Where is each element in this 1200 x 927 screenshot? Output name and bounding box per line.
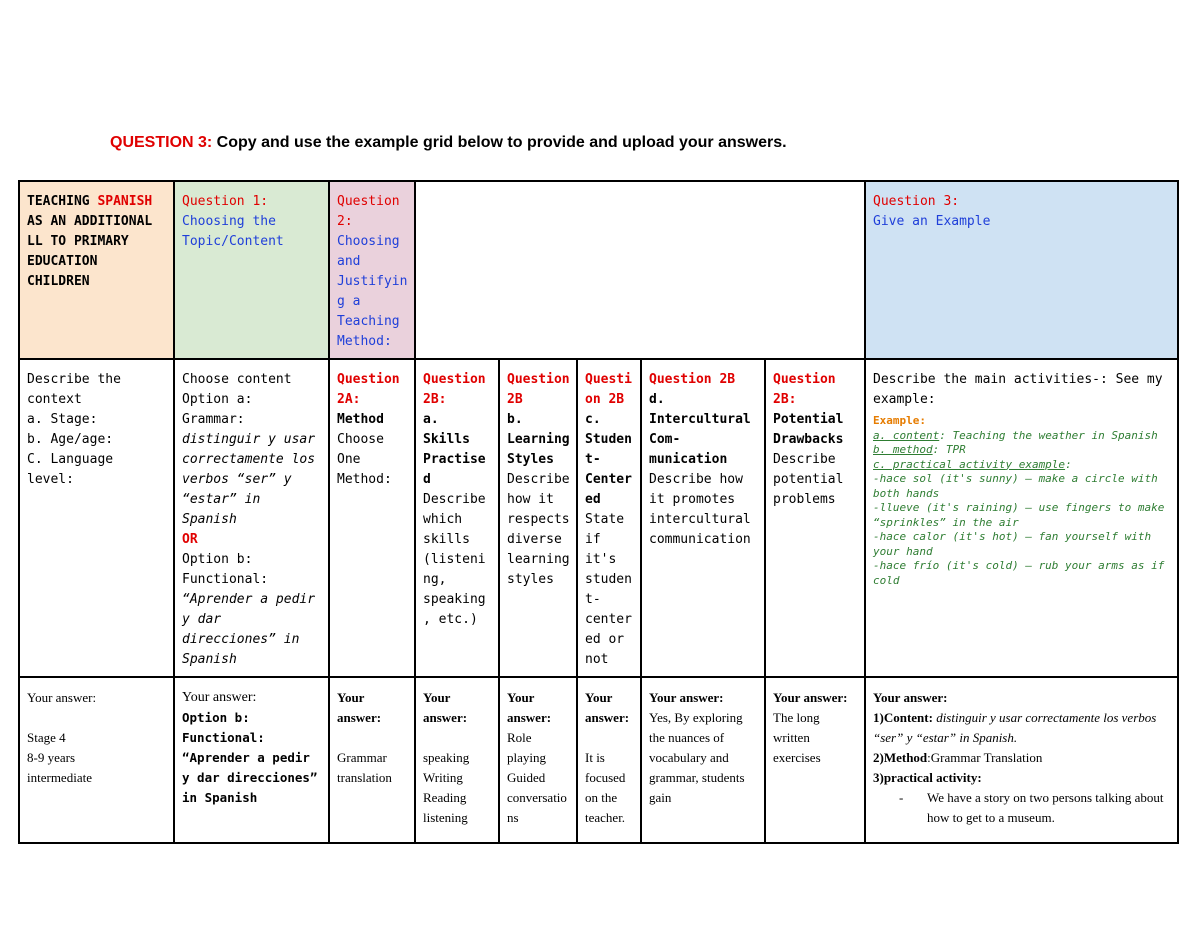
highlight-spanish: SPANISH — [97, 194, 153, 209]
or-label: OR — [182, 532, 198, 547]
header-topic-cell: TEACHING SPANISH AS AN ADDITIONAL LL TO PRIMARY EDUCATION CHILDREN — [19, 181, 174, 359]
answer-intercultural-cell: Your answer: Yes, By exploring the nuances of vocabulary and grammar, students gain — [641, 677, 765, 843]
prompt-row — [19, 359, 1178, 677]
prompt-method-cell: Question 2A: Method Choose One Method: — [329, 359, 415, 677]
question1-label: Question 1: — [182, 194, 269, 209]
prompt-styles-cell: Question 2B b. Learning Styles Describe how it respects diverse learning styles — [499, 359, 577, 677]
answer-drawbacks-cell: Your answer: The long written exercises — [765, 677, 865, 843]
prompt-context-cell: Describe the context a. Stage: b. Age/age: C. Language level: — [19, 359, 174, 677]
header-empty-cell — [415, 181, 865, 359]
question1-text: Choosing the Topic/Content — [182, 214, 284, 249]
answer-skills-cell: Your answer: speaking Writing Reading listening — [415, 677, 499, 843]
example-item: -llueve (it's raining) — use fingers to make “sprinkles” in the air — [873, 501, 1165, 529]
example-item: -hace sol (it's sunny) — make a circle with both hands — [873, 472, 1158, 500]
page-heading — [110, 134, 787, 152]
answer-styles-cell: Your answer: Role playing Guided conversations — [499, 677, 577, 843]
header-row — [19, 181, 1178, 359]
question2-text: Choosing and Justifying a Teaching Method: — [337, 234, 408, 349]
header-question1-cell — [174, 181, 329, 359]
question2-label: Question 2: — [337, 194, 400, 229]
answer-method-cell: Your answer: Grammar translation — [329, 677, 415, 843]
example-box: Example: a. content: Teaching the weather in Spanish b. method: TPR c. practical activity example: -hace sol (it's sunny) — make a circle with both hands -llueve (it's raining) — use fingers to make “sprinkles” in the air -hace calor (it's hot) — fan yourself with your hand -hace frío (it's cold) — rub your arms as if cold — [873, 414, 1171, 588]
heading-question-label: QUESTION 3: — [110, 134, 213, 151]
heading-text: Copy and use the example grid below to provide and upload your answers. — [212, 134, 787, 151]
prompt-content-cell: Choose content Option a: Grammar: distinguir y usar correctamente los verbos “ser” y “estar” in Spanish OR Option b: Functional: “Aprender a pedir y dar direcciones” in Spanish — [174, 359, 329, 677]
answer-example-cell: Your answer: 1)Content: distinguir y usar correctamente los verbos “ser” y “estar” in Spanish. 2)Method:Grammar Translation 3)practical activity: - We have a story on two persons talking about how to get to a museum. — [865, 677, 1178, 843]
answer-content-cell: Your answer: Option b: Functional: “Aprender a pedir y dar direcciones” in Spanish — [174, 677, 329, 843]
answer-context-cell: Your answer: Stage 4 8-9 years intermediate — [19, 677, 174, 843]
question3-text: Give an Example — [873, 214, 991, 229]
example-label: Example: — [873, 414, 926, 427]
question3-label: Question 3: — [873, 194, 960, 209]
prompt-intercultural-cell: Question 2B d. Intercultural Com-munication Describe how it promotes intercultural communication — [641, 359, 765, 677]
header-question3-cell — [865, 181, 1178, 359]
prompt-drawbacks-cell: Question 2B: Potential Drawbacks Describe potential problems — [765, 359, 865, 677]
example-item: -hace calor (it's hot) — fan yourself with your hand — [873, 530, 1152, 558]
activity-bullet: - We have a story on two persons talking about how to get to a museum. — [899, 790, 1164, 825]
header-question2-cell — [329, 181, 415, 359]
answer-student-cell: Your answer: It is focused on the teacher. — [577, 677, 641, 843]
example-item: -hace frío (it's cold) — rub your arms as if cold — [873, 559, 1165, 587]
prompt-skills-cell: Question 2B: a. Skills Practised Describe which skills (listening, speaking, etc.) — [415, 359, 499, 677]
option-b-text: “Aprender a pedir y dar direcciones” in Spanish — [182, 592, 316, 667]
option-a-text: distinguir y usar correctamente los verbos “ser” y “estar” in Spanish — [182, 432, 316, 527]
prompt-example-cell: Describe the main activities-: See my example: Example: a. content: Teaching the weather in Spanish b. method: TPR c. practical activity example: -hace sol (it's sunny) — make a circle with both hands -llueve (it's raining) — use fingers to make “sprinkles” in the air -hace calor (it's hot) — fan yourself with your hand -hace frío (it's cold) — rub your arms as if cold — [865, 359, 1178, 677]
answer-row — [19, 677, 1178, 843]
prompt-student-cell: Question 2B c. Student-Centered State if it's student-centered or not — [577, 359, 641, 677]
answer-grid — [18, 180, 1179, 844]
